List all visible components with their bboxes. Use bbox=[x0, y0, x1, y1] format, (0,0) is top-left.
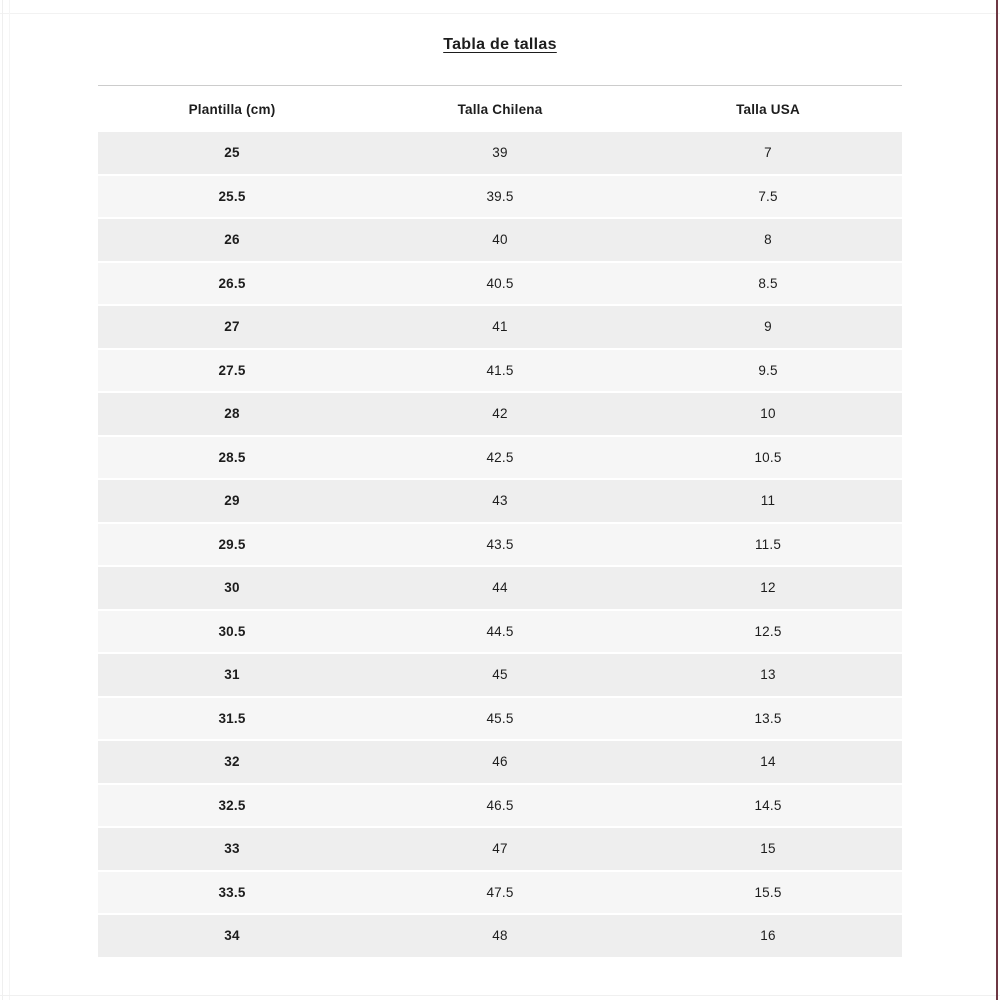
table-row bbox=[98, 219, 902, 261]
insole-cm-cell: 27.5 bbox=[98, 350, 366, 392]
usa-size-cell: 14 bbox=[634, 741, 902, 783]
insole-cm-cell: 31.5 bbox=[98, 698, 366, 740]
page-left-border bbox=[2, 0, 3, 1000]
chilean-size-cell: 48 bbox=[366, 915, 634, 957]
header-row bbox=[98, 88, 902, 130]
table-row bbox=[98, 915, 902, 957]
size-chart-section bbox=[98, 0, 902, 959]
insole-cm-cell: 30 bbox=[98, 567, 366, 609]
page-right-accent-border bbox=[996, 0, 998, 1000]
chilean-size-cell: 42.5 bbox=[366, 437, 634, 479]
table-row bbox=[98, 437, 902, 479]
chilean-size-cell: 39 bbox=[366, 132, 634, 174]
header-usa-size: Talla USA bbox=[634, 88, 902, 130]
table-row bbox=[98, 350, 902, 392]
usa-size-cell: 14.5 bbox=[634, 785, 902, 827]
insole-cm-cell: 28 bbox=[98, 393, 366, 435]
table-row bbox=[98, 263, 902, 305]
insole-cm-cell: 34 bbox=[98, 915, 366, 957]
usa-size-cell: 13.5 bbox=[634, 698, 902, 740]
insole-cm-cell: 27 bbox=[98, 306, 366, 348]
insole-cm-cell: 25.5 bbox=[98, 176, 366, 218]
insole-cm-cell: 26.5 bbox=[98, 263, 366, 305]
chilean-size-cell: 39.5 bbox=[366, 176, 634, 218]
table-row bbox=[98, 698, 902, 740]
usa-size-cell: 16 bbox=[634, 915, 902, 957]
chilean-size-cell: 43 bbox=[366, 480, 634, 522]
chilean-size-cell: 45 bbox=[366, 654, 634, 696]
size-chart-title: Tabla de tallas bbox=[443, 36, 557, 53]
page-left-inner-border bbox=[9, 0, 10, 1000]
table-row bbox=[98, 132, 902, 174]
usa-size-cell: 9.5 bbox=[634, 350, 902, 392]
chilean-size-cell: 41.5 bbox=[366, 350, 634, 392]
size-table-body bbox=[98, 132, 902, 957]
table-row bbox=[98, 524, 902, 566]
chilean-size-cell: 46.5 bbox=[366, 785, 634, 827]
chilean-size-cell: 47.5 bbox=[366, 872, 634, 914]
usa-size-cell: 13 bbox=[634, 654, 902, 696]
usa-size-cell: 12 bbox=[634, 567, 902, 609]
insole-cm-cell: 29.5 bbox=[98, 524, 366, 566]
header-chilean-size: Talla Chilena bbox=[366, 88, 634, 130]
chilean-size-cell: 40 bbox=[366, 219, 634, 261]
table-row bbox=[98, 785, 902, 827]
insole-cm-cell: 25 bbox=[98, 132, 366, 174]
insole-cm-cell: 32.5 bbox=[98, 785, 366, 827]
insole-cm-cell: 29 bbox=[98, 480, 366, 522]
table-row bbox=[98, 872, 902, 914]
table-row bbox=[98, 480, 902, 522]
insole-cm-cell: 33.5 bbox=[98, 872, 366, 914]
chilean-size-cell: 40.5 bbox=[366, 263, 634, 305]
usa-size-cell: 9 bbox=[634, 306, 902, 348]
table-row bbox=[98, 828, 902, 870]
usa-size-cell: 7 bbox=[634, 132, 902, 174]
insole-cm-cell: 26 bbox=[98, 219, 366, 261]
table-row bbox=[98, 393, 902, 435]
usa-size-cell: 8.5 bbox=[634, 263, 902, 305]
usa-size-cell: 12.5 bbox=[634, 611, 902, 653]
table-row bbox=[98, 611, 902, 653]
insole-cm-cell: 30.5 bbox=[98, 611, 366, 653]
usa-size-cell: 8 bbox=[634, 219, 902, 261]
usa-size-cell: 15.5 bbox=[634, 872, 902, 914]
header-insole-cm: Plantilla (cm) bbox=[98, 88, 366, 130]
size-table-header bbox=[98, 88, 902, 130]
table-row bbox=[98, 306, 902, 348]
chilean-size-cell: 42 bbox=[366, 393, 634, 435]
insole-cm-cell: 31 bbox=[98, 654, 366, 696]
usa-size-cell: 15 bbox=[634, 828, 902, 870]
table-row bbox=[98, 176, 902, 218]
chilean-size-cell: 43.5 bbox=[366, 524, 634, 566]
page-bottom-border bbox=[0, 995, 1000, 996]
chilean-size-cell: 41 bbox=[366, 306, 634, 348]
usa-size-cell: 11.5 bbox=[634, 524, 902, 566]
size-chart-table bbox=[98, 86, 902, 959]
table-row bbox=[98, 741, 902, 783]
table-row bbox=[98, 567, 902, 609]
chilean-size-cell: 46 bbox=[366, 741, 634, 783]
usa-size-cell: 10.5 bbox=[634, 437, 902, 479]
chilean-size-cell: 44.5 bbox=[366, 611, 634, 653]
chilean-size-cell: 44 bbox=[366, 567, 634, 609]
chilean-size-cell: 45.5 bbox=[366, 698, 634, 740]
insole-cm-cell: 32 bbox=[98, 741, 366, 783]
usa-size-cell: 11 bbox=[634, 480, 902, 522]
usa-size-cell: 7.5 bbox=[634, 176, 902, 218]
insole-cm-cell: 28.5 bbox=[98, 437, 366, 479]
table-row bbox=[98, 654, 902, 696]
usa-size-cell: 10 bbox=[634, 393, 902, 435]
chilean-size-cell: 47 bbox=[366, 828, 634, 870]
insole-cm-cell: 33 bbox=[98, 828, 366, 870]
